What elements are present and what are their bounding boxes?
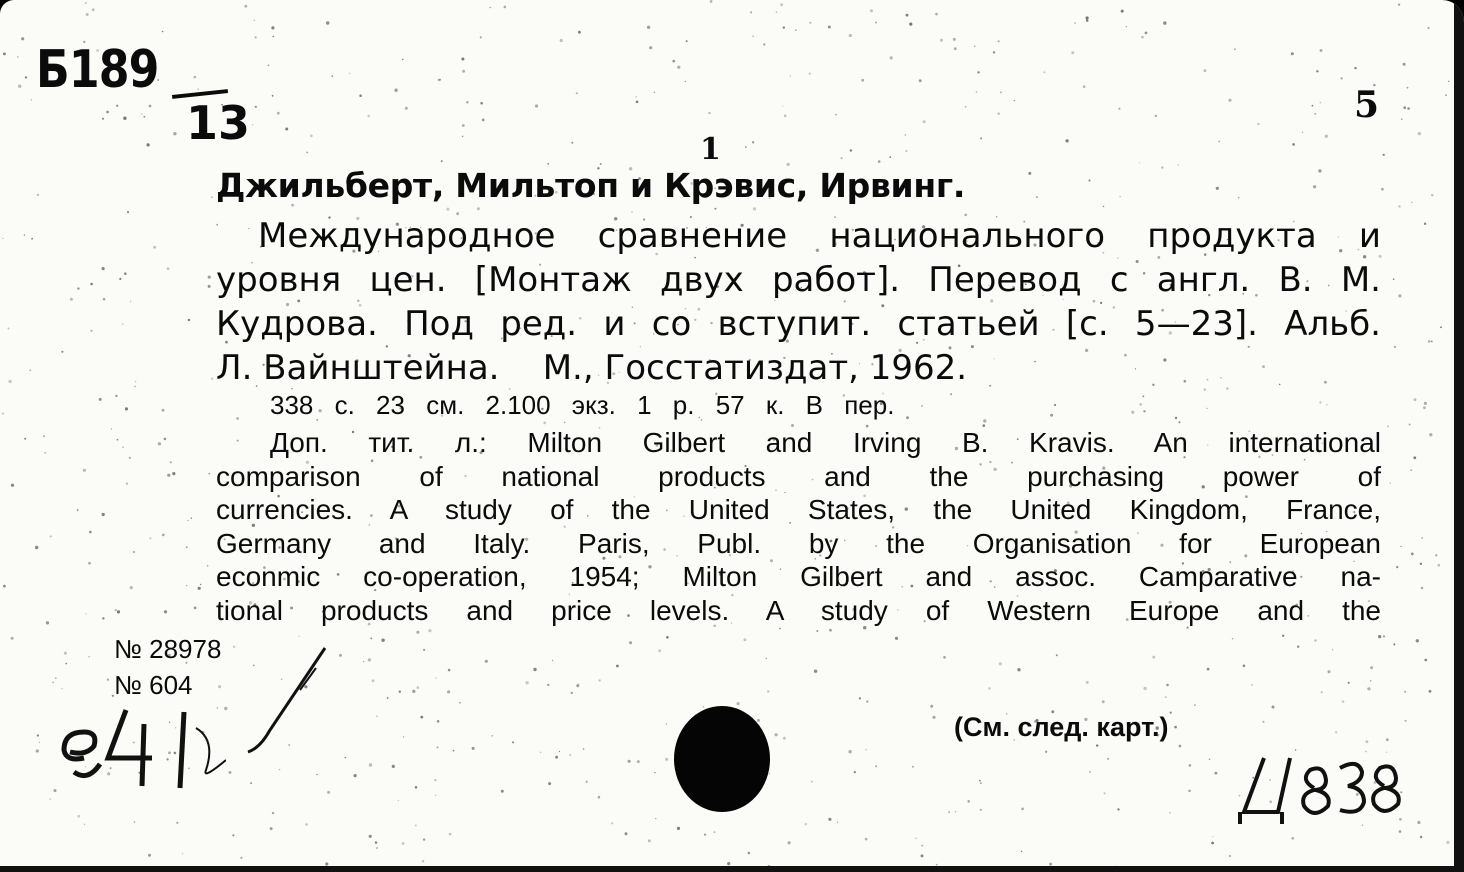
sequence-number: 1: [700, 132, 721, 167]
title-line: Международное сравнение национального продукта и: [258, 216, 1381, 256]
note-line: comparison of national products and the purchasing power of: [216, 460, 1381, 492]
note-line: Доп. тит. л.: Milton Gilbert and Irving B. Kravis. An international: [270, 427, 1381, 458]
continued-note: (См. след. карт.): [954, 712, 1169, 742]
note-line: Germany and Italy. Paris, Publ. by the Organisation for European: [216, 527, 1381, 559]
title-line: уровня цен. [Монтаж двух работ]. Перевод с англ. В. М.: [216, 260, 1381, 300]
card-edge-right: [1454, 0, 1464, 872]
title-line: Кудрова. Под ред. и со вступит. статьей [с. 5—23]. Альб.: [216, 304, 1381, 344]
shelf-mark-top: Б189: [36, 40, 159, 100]
collation: 338 с. 23 см. 2.100 экз. 1 р. 57 к. В пер.: [270, 390, 895, 420]
card-edge-bottom: [0, 866, 1464, 872]
card-number: 5: [1354, 84, 1380, 126]
punch-hole: [674, 706, 770, 812]
handwritten-mark-right: [1234, 750, 1404, 826]
title-block: [216, 214, 1381, 390]
shelf-mark-bottom: 13: [186, 96, 251, 150]
handwritten-mark-left: [56, 700, 226, 790]
note-block: [216, 426, 1381, 627]
note-line: econmic co-operation, 1954; Milton Gilbert and assoc. Camparative na-: [216, 561, 1381, 592]
author-heading: Джильберт, Мильтоп и Крэвис, Ирвинг.: [216, 166, 966, 205]
note-line: currencies. A study of the United States, the United Kingdom, France,: [216, 494, 1381, 525]
accession-number-1: № 28978: [114, 634, 222, 664]
accession-number-2: № 604: [114, 670, 193, 700]
title-line: Л. Вайнштейна. М., Госстатиздат, 1962.: [216, 348, 968, 388]
note-line: tional products and price levels. A study of Western Europe and the: [216, 594, 1381, 626]
pencil-stroke: [230, 640, 340, 760]
